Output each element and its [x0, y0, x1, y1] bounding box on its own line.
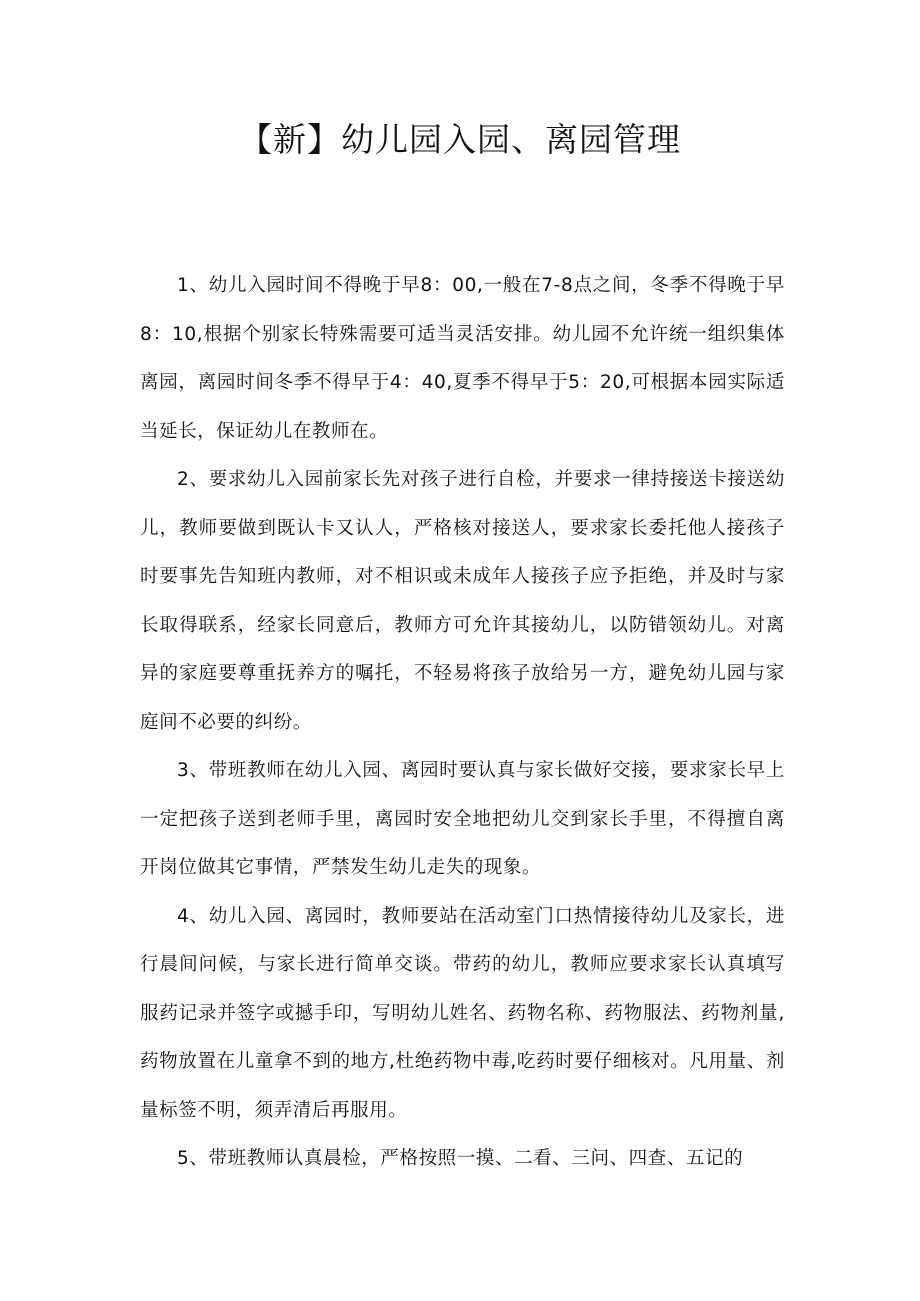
document-body — [140, 262, 785, 1184]
paragraph-1: 1、幼儿入园时间不得晚于早8：00,一般在7-8点之间，冬季不得晚于早8：10,根据个别家长特殊需要可适当灵活安排。幼儿园不允许统一组织集体离园，离园时间冬季不得早于4：40,夏季不得早于5：20,可根据本园实际适当延长，保证幼儿在教师在。 — [140, 275, 785, 442]
paragraph-4: 4、幼儿入园、离园时，教师要站在活动室门口热情接待幼儿及家长，进行晨间问候，与家长进行简单交谈。带药的幼儿，教师应要求家长认真填写服药记录并签字或撼手印，写明幼儿姓名、药物名称、药物服法、药物剂量,药物放置在儿童拿不到的地方,杜绝药物中毒,吃药时要仔细核对。凡用量、剂量标签不明，须弄清后再服用。 — [140, 905, 785, 1121]
document-title: 【新】幼儿园入园、离园管理 — [239, 120, 681, 159]
paragraph-2: 2、要求幼儿入园前家长先对孩子进行自检，并要求一律持接送卡接送幼儿，教师要做到既认卡又认人，严格核对接送人，要求家长委托他人接孩子时要事先告知班内教师，对不相识或未成年人接孩子应予拒绝，并及时与家长取得联系，经家长同意后，教师方可允许其接幼儿，以防错领幼儿。对离异的家庭要尊重抚养方的嘱托，不轻易将孩子放给另一方，避免幼儿园与家庭间不必要的纠纷。 — [140, 469, 785, 733]
paragraph-3: 3、带班教师在幼儿入园、离园时要认真与家长做好交接，要求家长早上一定把孩子送到老师手里，离园时安全地把幼儿交到家长手里，不得擅自离开岗位做其它事情，严禁发生幼儿走失的现象。 — [140, 760, 785, 878]
paragraph-5: 5、带班教师认真晨检，严格按照一摸、二看、三问、四查、五记的 — [177, 1148, 744, 1169]
